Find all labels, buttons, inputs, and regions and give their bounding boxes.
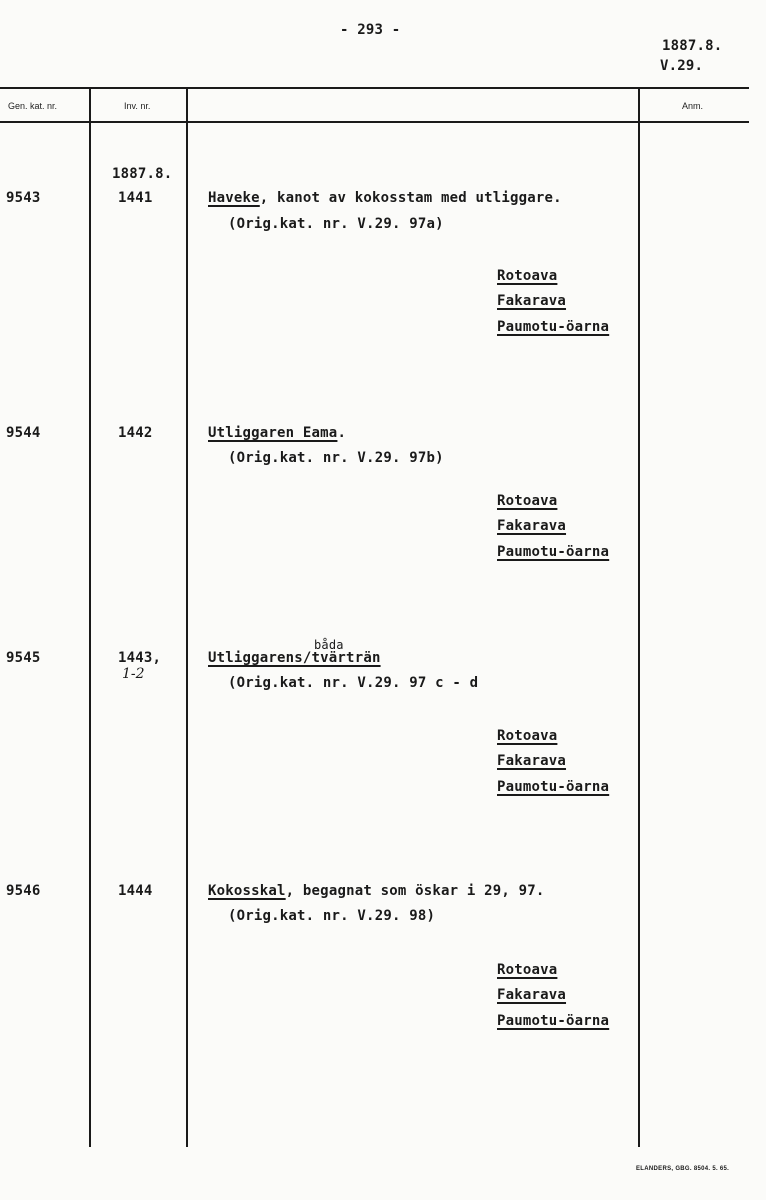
entry-title-rest: . [337,425,347,441]
place-locality: Rotoava [497,268,558,284]
entry-description [208,650,381,666]
printer-imprint: ELANDERS, GBG. 8504. 5. 65. [636,1166,730,1172]
place-locality: Rotoava [497,493,558,509]
place-atoll: Fakarava [497,987,567,1003]
inv-number: 1441 [118,190,153,206]
orig-catalog-ref: (Orig.kat. nr. V.29. 98) [228,908,436,924]
header-bottom-rule [0,121,749,123]
entry-description [208,425,346,441]
header-top-rule [0,87,749,89]
column-divider-3 [638,87,640,1147]
handwritten-insert: båda [314,638,344,652]
inv-number: 1443, [118,650,162,666]
gen-number: 9546 [6,883,41,899]
place-locality: Rotoava [497,728,558,744]
entry-description [208,190,562,206]
place-archipelago: Paumotu-öarna [497,319,610,335]
place-archipelago: Paumotu-öarna [497,1013,610,1029]
place-archipelago: Paumotu-öarna [497,544,610,560]
inv-number: 1444 [118,883,153,899]
corner-ref-line1: 1887.8. [662,38,723,54]
column-header-gen: Gen. kat. nr. [8,101,58,111]
gen-number: 9545 [6,650,41,666]
orig-catalog-ref: (Orig.kat. nr. V.29. 97 c - d [228,675,479,691]
entry-title: Utliggarens/tvärträn [208,650,381,666]
place-atoll: Fakarava [497,753,567,769]
entry-title: Utliggaren Eama [208,425,338,441]
page-number: - 293 - [340,22,401,38]
orig-catalog-ref: (Orig.kat. nr. V.29. 97b) [228,450,444,466]
collection-ref: 1887.8. [112,166,173,182]
entry-title: Kokosskal [208,883,286,899]
place-atoll: Fakarava [497,518,567,534]
place-locality: Rotoava [497,962,558,978]
gen-number: 9544 [6,425,41,441]
entry-title-rest: , begagnat som öskar i 29, 97. [285,883,545,899]
orig-catalog-ref: (Orig.kat. nr. V.29. 97a) [228,216,444,232]
column-header-inv: Inv. nr. [124,101,151,111]
gen-number: 9543 [6,190,41,206]
entry-title: Haveke [208,190,260,206]
entry-description [208,883,545,899]
entry-title-rest: , kanot av kokosstam med utliggare. [259,190,562,206]
place-archipelago: Paumotu-öarna [497,779,610,795]
column-divider-2 [186,87,188,1147]
inv-number: 1442 [118,425,153,441]
column-header-anm: Anm. [682,101,704,111]
inv-handwritten-note: 1-2 [122,666,145,682]
column-divider-1 [89,87,91,1147]
place-atoll: Fakarava [497,293,567,309]
corner-ref-line2: V.29. [660,58,704,74]
